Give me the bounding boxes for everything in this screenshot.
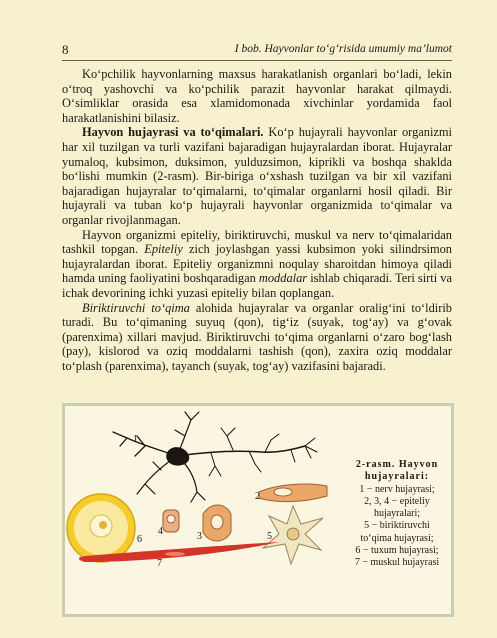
figure-panel	[65, 406, 451, 614]
paragraph-1	[62, 67, 452, 125]
muscle-cell-7-nucleus	[165, 552, 185, 556]
page-header	[62, 42, 452, 61]
caption-line-2: 2, 3, 4 − epiteliy	[364, 495, 430, 507]
caption-line-5: to‘qima hujayrasi;	[360, 532, 434, 544]
paragraph-1-text: Ko‘pchilik hayvonlarning maxsus harakatlanish organlari bo‘ladi, lekin o‘troq yashovchi va ko‘pchilik parazit hayvonlar harakat qilmaydi. O‘simliklar orasida esa xlamidomonada xivchinlar yordamida faol harakatlanishini bilasiz.	[62, 67, 452, 125]
connective-cell-5-nucleus	[287, 528, 299, 540]
epithelial-cell-4-nucleus	[167, 515, 175, 523]
term-biriktiruvchi: Biriktiruvchi to‘qima	[82, 300, 190, 315]
label-5: 5	[267, 531, 272, 542]
paragraph-4-text: alohida hujayralar va organlar oralig‘ini to‘ldirib turadi. Bu to‘qimaning suyuq (qon), tig‘iz (suyak, tog‘ay) va g‘ovak (parenxima) xillari mavjud. Biriktiruvchi to‘qima organlarni o‘zaro bog‘lash (pay), kislorod va oziq moddalarni tashish (qon), zaxira oziq moddalar to‘plash (parenxima), tayanch (suyak, tog‘ay) vazifasini bajaradi.	[62, 300, 452, 373]
caption-line-7: 7 − muskul hujayrasi	[354, 557, 440, 569]
term-moddalar: moddalar	[258, 271, 308, 286]
cell-illustration	[65, 406, 335, 614]
label-4: 4	[158, 526, 163, 537]
figure-2	[62, 403, 454, 617]
paragraph-3-mid: zich joylashgan yassi kubsimon yoki silindrsimon hujayralardan iborat. Epiteliy organizmni noqulay sharoitdan himoya qiladi hamda uning faoliyatini boshqaradigan	[62, 242, 452, 286]
paragraph-2	[62, 125, 452, 227]
page-number: 8	[62, 42, 69, 57]
term-epiteliy: Epiteliy	[144, 242, 183, 257]
caption-line-3: hujayralari;	[373, 508, 421, 520]
caption-title: 2-rasm. Hayvon hujayralari:	[355, 459, 439, 483]
caption-line-6: 6 − tuxum hujayrasi;	[355, 545, 439, 557]
figure-caption	[338, 459, 456, 570]
epithelial-cell-2	[259, 484, 327, 502]
body-text	[62, 67, 452, 373]
epithelial-cell-2-nucleus	[274, 488, 292, 496]
label-1: 1	[133, 434, 138, 445]
section-heading: Hayvon hujayrasi va to‘qimalari.	[82, 125, 264, 140]
egg-nucleolus	[99, 521, 107, 529]
paragraph-3-start: Hayvon organizmi epiteliy, biriktiruvchi, muskul va nerv to‘qimalaridan tashkil topgan.	[62, 227, 452, 257]
paragraph-4	[62, 301, 452, 374]
paragraph-3-end: ishlab chiqaradi. Teri sirti va ichak devorining ichki yuzasi epiteliy bilan qoplangan.	[62, 271, 453, 300]
running-head: I bob. Hayvonlar to‘g‘risida umumiy ma’lumot	[234, 43, 452, 55]
label-3: 3	[197, 531, 202, 542]
paragraph-2-text: Ko‘p hujayrali hayvonlar organizmi har xil tuzilgan va turli vazifani bajaradigan hujayralardan iborat. Hujayralar yumaloq, kubsimon, duksimon, yulduzsimon, kiprikli va boshqa shaklda bo‘lishi mumkin (2-rasm). Bir-biriga o‘xshash tuzilgan va bir xil vazifani bajaradigan hujayralar to‘qimalarni, to‘qimalar organlarni hosil qiladi. Bir hujayrali va tuban ko‘p hujayrali hayvonlar organizmida to‘qimalar va organlar rivojlanmagan.	[62, 125, 453, 227]
epithelial-cell-3-nucleus	[211, 515, 223, 529]
caption-line-1: 1 − nerv hujayrasi;	[359, 483, 435, 495]
nerve-cell-body	[166, 447, 189, 465]
label-2: 2	[255, 491, 260, 502]
label-7: 7	[157, 558, 162, 569]
paragraph-3	[62, 228, 452, 301]
caption-line-4: 5 − biriktiruvchi	[364, 520, 430, 532]
label-6: 6	[137, 534, 142, 545]
